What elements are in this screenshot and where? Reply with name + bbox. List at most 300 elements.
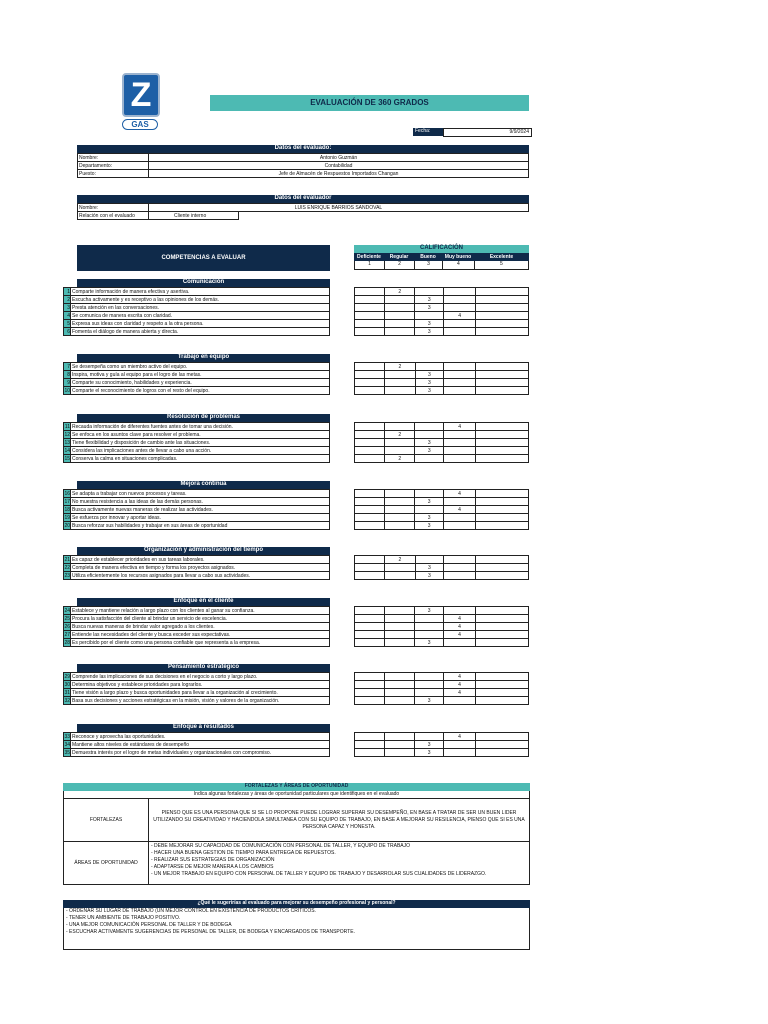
competencia-row <box>64 288 330 296</box>
rating-cell[interactable] <box>476 379 529 387</box>
rating-cell[interactable] <box>444 320 476 328</box>
section-ratings <box>354 555 529 580</box>
rating-cell[interactable] <box>385 304 415 312</box>
rating-cell[interactable] <box>385 607 415 615</box>
calificacion-label: Regular <box>389 254 409 260</box>
rating-cell[interactable] <box>476 572 529 580</box>
competencia-row <box>64 304 330 312</box>
rating-cell[interactable] <box>355 615 385 623</box>
competencia-section <box>63 664 529 705</box>
rating-cell[interactable] <box>476 371 529 379</box>
logo-z-icon: Z <box>122 73 160 117</box>
rating-cell[interactable] <box>385 296 415 304</box>
rating-cell[interactable] <box>444 572 476 580</box>
rating-cell[interactable] <box>355 296 385 304</box>
item-text: Inspira, motiva y guía al equipo para el logro de las metas. <box>71 371 330 379</box>
rating-cell[interactable] <box>385 423 415 431</box>
rating-cell[interactable]: 2 <box>385 431 415 439</box>
rating-cell[interactable] <box>355 363 385 371</box>
rating-cell[interactable] <box>476 733 529 741</box>
item-text: Tiene flexibilidad y disposición de cambio ante las situaciones. <box>71 439 330 447</box>
rating-cell[interactable] <box>385 328 415 336</box>
item-number: 19 <box>64 514 70 521</box>
company-logo <box>122 73 162 128</box>
rating-cell[interactable]: 4 <box>443 631 475 639</box>
rating-cell[interactable] <box>385 673 415 681</box>
item-number: 3 <box>64 304 71 312</box>
rating-cell[interactable]: 3 <box>415 296 444 304</box>
rating-cell[interactable]: 3 <box>415 564 444 572</box>
competencia-row <box>64 689 330 697</box>
rating-cell[interactable] <box>385 749 415 757</box>
rating-cell[interactable] <box>385 615 415 623</box>
rating-cell[interactable]: 3 <box>415 304 444 312</box>
sugerencias-header: ¿Qué le sugerirías al evaluado para mejorar su desempeño profesional y personal? <box>63 900 530 908</box>
rating-cell[interactable] <box>476 522 529 530</box>
section-items <box>63 606 330 647</box>
rating-cell[interactable] <box>385 371 415 379</box>
item-text: Se esfuerza por innovar y aportar ideas. <box>71 514 330 522</box>
item-text: Establece y mantiene relación a largo plazo con los clientes al ganar su confianza. <box>71 607 330 615</box>
rating-cell[interactable] <box>355 564 385 572</box>
rating-row <box>355 631 529 639</box>
rating-cell[interactable] <box>444 363 476 371</box>
item-text: Se comunica de manera escrita con claridad. <box>71 312 330 320</box>
rating-cell[interactable] <box>355 623 385 631</box>
item-number: 31 <box>64 689 70 696</box>
rating-cell[interactable] <box>385 490 415 498</box>
rating-cell[interactable] <box>415 312 444 320</box>
rating-cell[interactable] <box>385 514 415 522</box>
rating-cell[interactable]: 4 <box>443 490 475 498</box>
rating-cell[interactable]: 4 <box>443 623 475 631</box>
rating-cell[interactable] <box>443 741 475 749</box>
rating-cell[interactable] <box>476 689 529 697</box>
rating-cell[interactable] <box>355 423 385 431</box>
rating-cell[interactable] <box>385 498 415 506</box>
rating-cell[interactable]: 4 <box>443 681 475 689</box>
rating-cell[interactable] <box>355 431 385 439</box>
rating-cell[interactable] <box>415 615 444 623</box>
rating-cell[interactable] <box>415 363 444 371</box>
rating-cell[interactable] <box>355 490 385 498</box>
section-title: Pensamiento estratégico <box>77 664 330 672</box>
item-number: 2 <box>64 296 71 304</box>
rating-cell[interactable] <box>443 514 475 522</box>
rating-cell[interactable] <box>476 328 529 336</box>
item-text: Considera las implicaciones antes de llevar a cabo una acción. <box>71 447 330 455</box>
rating-cell[interactable] <box>385 623 415 631</box>
rating-cell[interactable] <box>476 673 529 681</box>
rating-row <box>355 639 529 647</box>
rating-cell[interactable] <box>355 498 385 506</box>
rating-cell[interactable] <box>355 607 385 615</box>
rating-cell[interactable] <box>385 439 415 447</box>
rating-cell[interactable] <box>415 623 444 631</box>
item-text: Tiene visión a largo plazo y busca oportunidades para llevar a la organización al crecimiento. <box>71 689 330 697</box>
rating-cell[interactable] <box>415 689 444 697</box>
competencia-row <box>64 522 330 530</box>
rating-row <box>355 498 529 506</box>
rating-cell[interactable]: 2 <box>385 556 415 564</box>
evaluado-section <box>77 145 529 178</box>
section-title: Resolución de problemas <box>77 414 330 422</box>
page-title: EVALUACIÓN DE 360 GRADOS <box>210 95 529 111</box>
item-number: 14 <box>64 447 70 454</box>
calificacion-label: Muy bueno <box>444 254 472 260</box>
logo-text: GAS <box>122 119 158 130</box>
rating-cell[interactable] <box>415 431 444 439</box>
item-number: 30 <box>64 681 70 688</box>
item-text: Comparte información de manera efectiva y asertiva. <box>71 288 330 296</box>
evaluado-row <box>78 170 529 178</box>
item-text: Comparte su conocimiento, habilidades y experiencia. <box>71 379 330 387</box>
rating-cell[interactable] <box>355 379 385 387</box>
item-text: Basa sus decisiones y acciones estratégicas en la misión, visión y valores de la organización. <box>71 697 330 705</box>
rating-cell[interactable] <box>355 328 385 336</box>
rating-cell[interactable] <box>355 556 385 564</box>
competencia-row <box>64 506 330 514</box>
rating-cell[interactable] <box>385 697 415 705</box>
rating-cell[interactable] <box>476 431 529 439</box>
rating-cell[interactable] <box>385 379 415 387</box>
item-number: 10 <box>64 387 70 394</box>
item-number: 1 <box>64 288 71 296</box>
rating-cell[interactable] <box>385 312 415 320</box>
rating-cell[interactable] <box>415 423 444 431</box>
rating-row <box>355 697 529 705</box>
section-ratings <box>354 287 529 336</box>
rating-cell[interactable] <box>476 681 529 689</box>
rating-cell[interactable] <box>355 387 385 395</box>
competencia-row <box>64 631 330 639</box>
rating-cell[interactable]: 4 <box>443 506 475 514</box>
competencia-row <box>64 320 330 328</box>
rating-cell[interactable]: 4 <box>444 423 476 431</box>
competencia-section <box>63 724 529 757</box>
rating-cell[interactable]: 3 <box>415 439 444 447</box>
rating-cell[interactable] <box>476 615 529 623</box>
rating-cell[interactable] <box>385 447 415 455</box>
item-text: Demuestra interés por el logro de metas individuales y organizacionales con compromiso. <box>71 749 330 757</box>
rating-cell[interactable] <box>476 639 529 647</box>
rating-row <box>355 304 529 312</box>
item-text: Reconoce y aprovecha las oportunidades. <box>71 733 330 741</box>
rating-cell[interactable] <box>355 371 385 379</box>
evaluado-label: Puesto: <box>78 170 149 178</box>
competencia-section <box>63 598 529 647</box>
rating-row <box>355 363 529 371</box>
rating-cell[interactable]: 3 <box>415 498 444 506</box>
rating-cell[interactable] <box>385 320 415 328</box>
rating-row <box>355 556 529 564</box>
rating-cell[interactable] <box>385 733 415 741</box>
rating-cell[interactable] <box>385 506 415 514</box>
rating-cell[interactable] <box>476 455 529 463</box>
rating-cell[interactable] <box>355 514 385 522</box>
rating-cell[interactable] <box>415 733 444 741</box>
fecha-value: 9/9/2024 <box>443 128 532 137</box>
section-title: Comunicación <box>77 279 330 287</box>
rating-cell[interactable] <box>443 639 475 647</box>
rating-cell[interactable] <box>476 363 529 371</box>
competencia-row <box>64 490 330 498</box>
item-text: Busca nuevas maneras de brindar valor agregado a los clientes. <box>71 623 330 631</box>
rating-cell[interactable] <box>476 304 529 312</box>
rating-cell[interactable]: 4 <box>443 733 475 741</box>
area-item: - REALIZAR SUS ESTRATEGIAS DE ORGANIZACIÓN <box>151 857 275 863</box>
rating-cell[interactable] <box>385 631 415 639</box>
evaluado-value: Antonio Guzmán <box>149 154 529 162</box>
rating-cell[interactable] <box>443 607 475 615</box>
sugerencia-item: - UNA MEJOR COMUNICACIÓN PERSONAL DE TALLER Y DE BODEGA <box>66 922 232 928</box>
rating-cell[interactable] <box>355 749 385 757</box>
rating-cell[interactable]: 3 <box>415 514 444 522</box>
rating-cell[interactable] <box>444 439 476 447</box>
rating-cell[interactable] <box>476 749 529 757</box>
rating-cell[interactable] <box>415 673 444 681</box>
rating-cell[interactable] <box>444 564 476 572</box>
rating-cell[interactable]: 3 <box>415 328 444 336</box>
sugerencias-list <box>63 908 530 950</box>
rating-cell[interactable] <box>444 304 476 312</box>
rating-row <box>355 431 529 439</box>
evaluado-row <box>78 162 529 170</box>
rating-cell[interactable]: 3 <box>415 522 444 530</box>
rating-cell[interactable]: 4 <box>443 689 475 697</box>
rating-cell[interactable] <box>444 447 476 455</box>
rating-cell[interactable] <box>476 320 529 328</box>
rating-cell[interactable] <box>444 431 476 439</box>
rating-cell[interactable] <box>476 447 529 455</box>
fortalezas-label: FORTALEZAS <box>64 799 149 841</box>
section-title: Enfoque en el cliente <box>77 598 330 606</box>
rating-cell[interactable] <box>476 697 529 705</box>
rating-cell[interactable]: 3 <box>415 697 444 705</box>
rating-cell[interactable]: 2 <box>385 455 415 463</box>
rating-cell[interactable] <box>355 733 385 741</box>
rating-cell[interactable] <box>476 514 529 522</box>
rating-cell[interactable] <box>476 490 529 498</box>
rating-cell[interactable] <box>444 296 476 304</box>
section-title: Enfoque a resultados <box>77 724 330 732</box>
rating-cell[interactable]: 3 <box>415 749 444 757</box>
rating-cell[interactable] <box>444 288 476 296</box>
calificacion-labels <box>354 253 529 261</box>
fecha-label: Fecha: <box>413 128 443 136</box>
rating-cell[interactable] <box>355 572 385 580</box>
rating-cell[interactable]: 4 <box>444 312 476 320</box>
rating-cell[interactable] <box>355 697 385 705</box>
rating-cell[interactable] <box>355 455 385 463</box>
areas-label: ÁREAS DE OPORTUNIDAD <box>64 842 149 884</box>
rating-cell[interactable]: 4 <box>443 615 475 623</box>
rating-cell[interactable] <box>355 673 385 681</box>
item-number: 29 <box>64 673 70 680</box>
rating-cell[interactable] <box>415 288 444 296</box>
rating-cell[interactable] <box>476 387 529 395</box>
item-number: 5 <box>64 320 71 328</box>
competencia-row <box>64 741 330 749</box>
item-text: Escucha activamente y es receptivo a las opiniones de los demás. <box>71 296 330 304</box>
rating-cell[interactable] <box>355 320 385 328</box>
section-ratings <box>354 672 529 705</box>
section-title: Organización y administración del tiempo <box>77 547 330 555</box>
rating-cell[interactable] <box>415 631 444 639</box>
item-text: Es percibido por el cliente como una persona confiable que representa a la empresa. <box>71 639 330 647</box>
rating-cell[interactable] <box>444 371 476 379</box>
rating-cell[interactable]: 2 <box>385 288 415 296</box>
rating-cell[interactable] <box>385 572 415 580</box>
rating-cell[interactable] <box>355 681 385 689</box>
evaluador-nombre-label: Nombre: <box>78 204 149 212</box>
fortalezas-section <box>63 783 530 885</box>
competencia-section <box>63 354 529 395</box>
evaluado-value: Contabilidad <box>149 162 529 170</box>
rating-cell[interactable] <box>355 304 385 312</box>
item-number: 13 <box>64 439 70 446</box>
rating-cell[interactable] <box>476 741 529 749</box>
rating-cell[interactable] <box>476 607 529 615</box>
evaluador-header: Datos del evaluador <box>77 195 529 203</box>
rating-cell[interactable] <box>476 631 529 639</box>
competencia-row <box>64 498 330 506</box>
areas-list <box>149 842 529 884</box>
rating-row <box>355 387 529 395</box>
section-ratings <box>354 489 529 530</box>
competencia-row <box>64 379 330 387</box>
rating-cell[interactable] <box>415 556 444 564</box>
rating-cell[interactable] <box>444 556 476 564</box>
rating-cell[interactable] <box>476 564 529 572</box>
rating-cell[interactable] <box>355 506 385 514</box>
calificacion-value: 5 <box>474 261 528 269</box>
rating-row <box>355 447 529 455</box>
rating-cell[interactable] <box>385 522 415 530</box>
item-text: Comprende las implicaciones de sus decisiones en el negocio a corto y largo plazo. <box>71 673 330 681</box>
rating-cell[interactable] <box>444 455 476 463</box>
rating-cell[interactable] <box>476 506 529 514</box>
rating-cell[interactable] <box>385 689 415 697</box>
item-number: 15 <box>64 455 70 462</box>
rating-cell[interactable] <box>355 631 385 639</box>
rating-cell[interactable] <box>476 296 529 304</box>
competencia-row <box>64 431 330 439</box>
rating-cell[interactable] <box>385 639 415 647</box>
rating-cell[interactable] <box>415 681 444 689</box>
rating-cell[interactable] <box>385 741 415 749</box>
rating-cell[interactable] <box>355 741 385 749</box>
rating-cell[interactable]: 3 <box>415 371 444 379</box>
rating-cell[interactable] <box>355 522 385 530</box>
rating-row <box>355 506 529 514</box>
item-text: Busca reforzar sus habilidades y trabajar en sus áreas de oportunidad <box>71 522 330 530</box>
item-number: 16 <box>64 490 70 497</box>
item-number: 17 <box>64 498 70 505</box>
rating-cell[interactable] <box>476 423 529 431</box>
rating-cell[interactable] <box>476 623 529 631</box>
rating-row <box>355 607 529 615</box>
item-text: Entiende las necesidades del cliente y busca exceder sus expectativas. <box>71 631 330 639</box>
sugerencias-section <box>63 900 530 950</box>
rating-cell[interactable] <box>444 387 476 395</box>
rating-cell[interactable]: 3 <box>415 741 444 749</box>
rating-cell[interactable] <box>355 639 385 647</box>
rating-row <box>355 439 529 447</box>
rating-cell[interactable] <box>355 447 385 455</box>
item-text: Comparte el reconocimiento de logros con el resto del equipo. <box>71 387 330 395</box>
rating-cell[interactable] <box>444 328 476 336</box>
rating-cell[interactable]: 3 <box>415 572 444 580</box>
rating-cell[interactable]: 2 <box>385 363 415 371</box>
rating-cell[interactable]: 3 <box>415 379 444 387</box>
rating-cell[interactable] <box>476 556 529 564</box>
area-item: - ADAPTARSE DE MEJOR MANERA A LOS CAMBIOS <box>151 864 274 870</box>
rating-cell[interactable] <box>355 689 385 697</box>
rating-cell[interactable] <box>444 379 476 387</box>
rating-cell[interactable] <box>385 387 415 395</box>
rating-cell[interactable] <box>385 564 415 572</box>
rating-row <box>355 455 529 463</box>
section-items <box>63 672 330 705</box>
competencia-row <box>64 439 330 447</box>
competencia-row <box>64 514 330 522</box>
rating-cell[interactable] <box>443 522 475 530</box>
rating-cell[interactable]: 3 <box>415 639 444 647</box>
section-items <box>63 732 330 757</box>
rating-row <box>355 514 529 522</box>
competencia-row <box>64 623 330 631</box>
rating-cell[interactable] <box>415 455 444 463</box>
item-text: Se desempeña como un miembro activo del equipo. <box>71 363 330 371</box>
sugerencia-item: - ORDENAR SU LUGAR DE TRABAJO (UN MEJOR CONTROL EN EXISTENCIA DE PRODUCTOS CRITICOS. <box>66 908 316 914</box>
rating-cell[interactable]: 3 <box>415 387 444 395</box>
rating-row <box>355 296 529 304</box>
rating-row <box>355 749 529 757</box>
area-item: - UN MEJOR TRABAJO EN EQUIPO CON PERSONAL DE TALLER Y EQUIPO DE TRABAJO Y DESARROLAR SUS CUALIDADES DE LIDERAZGO. <box>151 871 487 877</box>
competencia-row <box>64 328 330 336</box>
rating-cell[interactable] <box>476 439 529 447</box>
rating-cell[interactable] <box>415 490 444 498</box>
rating-cell[interactable] <box>476 288 529 296</box>
rating-cell[interactable] <box>355 312 385 320</box>
item-number: 25 <box>64 615 70 622</box>
rating-cell[interactable] <box>355 439 385 447</box>
rating-cell[interactable]: 3 <box>415 447 444 455</box>
rating-cell[interactable]: 3 <box>415 607 444 615</box>
rating-cell[interactable] <box>443 749 475 757</box>
rating-cell[interactable] <box>443 498 475 506</box>
rating-cell[interactable] <box>476 498 529 506</box>
item-number: 32 <box>64 697 70 704</box>
rating-cell[interactable] <box>415 506 444 514</box>
rating-row <box>355 673 529 681</box>
item-number: 9 <box>64 379 71 387</box>
rating-cell[interactable]: 4 <box>443 673 475 681</box>
item-text: Mantiene altos niveles de estándares de desempeño <box>71 741 330 749</box>
rating-cell[interactable] <box>385 681 415 689</box>
calificacion-label: Excelente <box>489 254 514 260</box>
rating-cell[interactable]: 3 <box>415 320 444 328</box>
rating-cell[interactable] <box>443 697 475 705</box>
rating-cell[interactable] <box>355 288 385 296</box>
section-items <box>63 362 330 395</box>
rating-cell[interactable] <box>476 312 529 320</box>
competencia-row <box>64 697 330 705</box>
rating-row <box>355 490 529 498</box>
item-text: Procura la satisfacción del cliente al brindar un servicio de excelencia. <box>71 615 330 623</box>
competencias-header: COMPETENCIAS A EVALUAR <box>77 245 330 271</box>
